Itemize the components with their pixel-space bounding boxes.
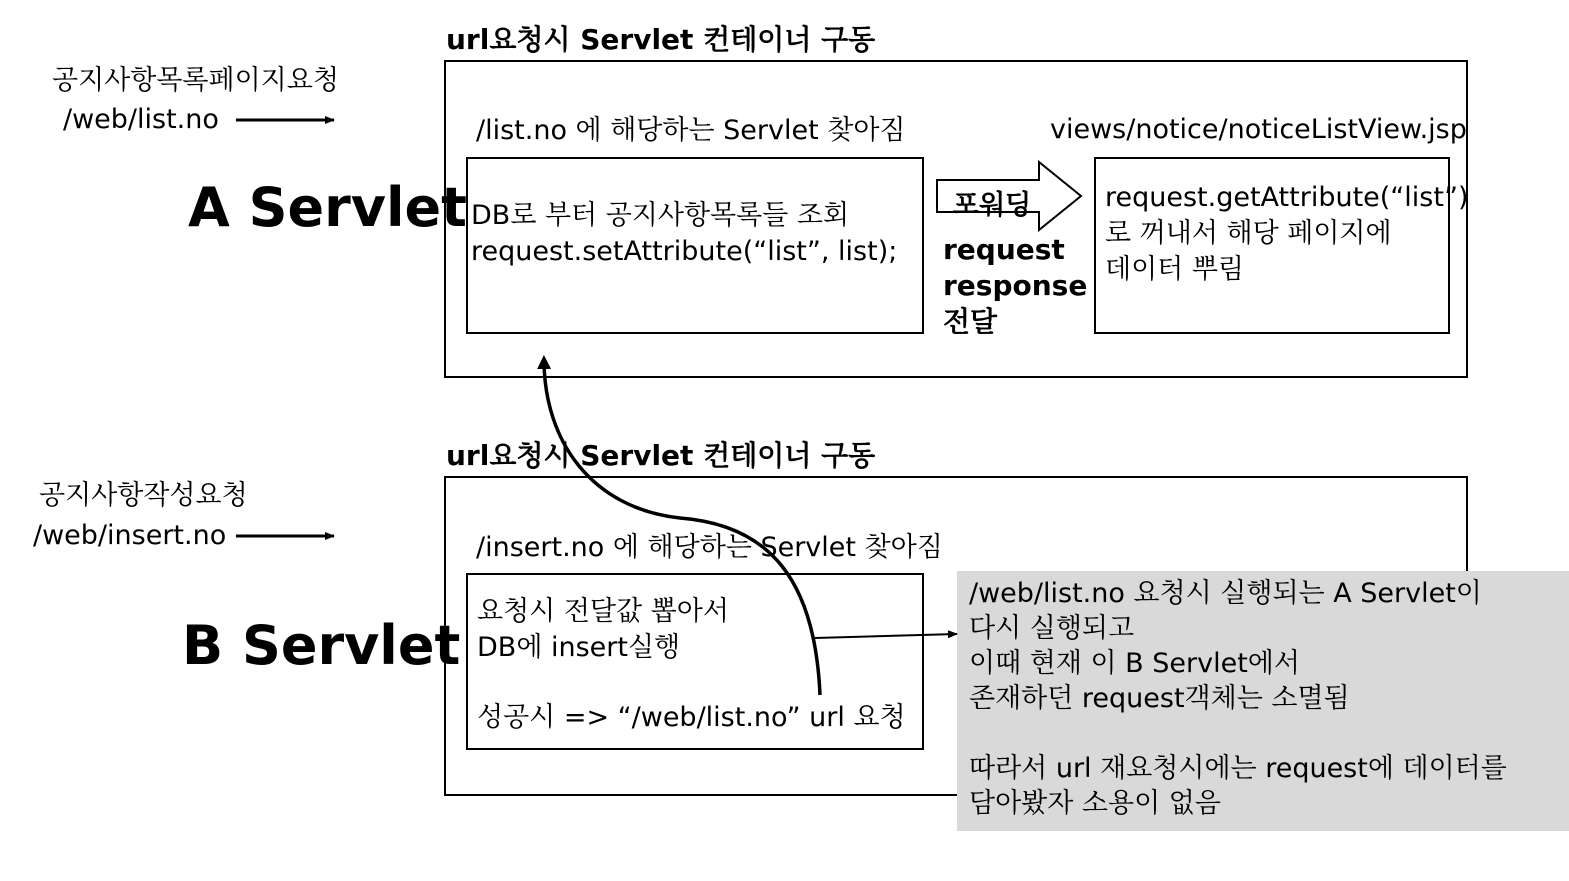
section-b-header: url요청시 Servlet 컨테이너 구동 xyxy=(446,439,876,472)
section-a-request-url: /web/list.no xyxy=(63,104,219,135)
section-b-process-text: 요청시 전달값 뽑아서 DB에 insert실행 xyxy=(477,596,729,663)
view-text: request.getAttribute(“list”) 로 꺼내서 해당 페이지에 데이터 뿌림 xyxy=(1105,182,1469,285)
explanation-note: /web/list.no 요청시 실행되는 A Servlet이 다시 실행되고 이때 현재 이 B Servlet에서 존재하던 request객체는 소멸됨 따라서 url 재요청시에는 request에 데이터를 담아봤자 소용이 없음 xyxy=(957,571,1569,831)
section-a-find-text: /list.no 에 해당하는 Servlet 찾아짐 xyxy=(476,115,906,146)
section-a-process-text: DB로 부터 공지사항목록들 조회 request.setAttribute(“list”, list); xyxy=(471,200,898,267)
section-b-redirect-text: 성공시 => “/web/list.no” url 요청 xyxy=(477,702,906,733)
section-b-servlet-title: B Servlet xyxy=(182,614,461,677)
section-a-header: url요청시 Servlet 컨테이너 구동 xyxy=(446,23,876,56)
section-a-servlet-title: A Servlet xyxy=(188,176,467,239)
section-a-request-label: 공지사항목록페이지요청 xyxy=(52,65,339,96)
section-b-find-text: /insert.no 에 해당하는 Servlet 찾아짐 xyxy=(476,532,943,563)
forward-label: 포워딩 xyxy=(953,190,1032,221)
section-b-request-label: 공지사항작성요청 xyxy=(39,480,248,511)
pass-text: request response 전달 xyxy=(943,233,1088,338)
view-path: views/notice/noticeListView.jsp xyxy=(1050,114,1467,145)
section-b-request-url: /web/insert.no xyxy=(33,520,227,551)
